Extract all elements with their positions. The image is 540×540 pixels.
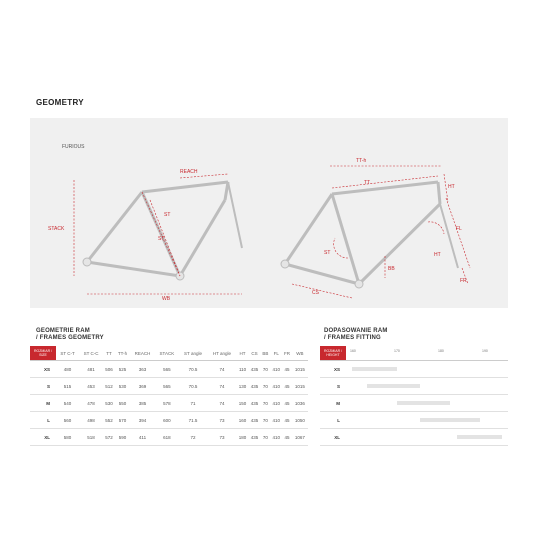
size-cell: S <box>30 378 56 395</box>
value-cell: 1050 <box>292 412 308 429</box>
fitting-range-bar <box>397 401 450 405</box>
left-dimension-lines <box>74 174 242 294</box>
fitting-range-cell <box>346 412 508 429</box>
tt-label: TT <box>364 180 371 186</box>
geometry-col-header: ST C-C <box>79 346 103 361</box>
value-cell: 45 <box>282 361 292 378</box>
fr-label: FR <box>460 278 467 284</box>
stack-label: STACK <box>48 226 65 232</box>
fitting-table <box>320 346 508 446</box>
right-frame-drawing <box>285 182 458 284</box>
value-cell: 110 <box>237 361 249 378</box>
table-row <box>320 361 508 378</box>
height-scale <box>346 346 508 361</box>
geometry-table-header <box>30 346 308 361</box>
size-cell: XL <box>320 429 346 446</box>
geometry-diagram-panel <box>30 118 508 308</box>
table-row <box>320 412 508 429</box>
value-cell: 363 <box>130 361 155 378</box>
value-cell: 435 <box>249 361 261 378</box>
value-cell: 498 <box>79 412 103 429</box>
value-cell: 74 <box>207 395 236 412</box>
value-cell: 478 <box>79 395 103 412</box>
height-tick: 180 <box>438 349 444 353</box>
table-row <box>320 378 508 395</box>
height-tick: 160 <box>350 349 356 353</box>
value-cell: 70.5 <box>179 361 208 378</box>
size-cell: XL <box>30 429 56 446</box>
fitting-table-header <box>320 346 508 361</box>
geometry-col-header: HT <box>237 346 249 361</box>
table-row <box>30 361 308 378</box>
value-cell: 560 <box>56 412 79 429</box>
value-cell: 410 <box>270 412 282 429</box>
value-cell: 45 <box>282 412 292 429</box>
fitting-range-bar <box>457 435 502 439</box>
value-cell: 435 <box>249 395 261 412</box>
right-rear-dropout <box>281 260 289 268</box>
value-cell: 71.5 <box>179 412 208 429</box>
geometry-table <box>30 346 308 446</box>
value-cell: 150 <box>237 395 249 412</box>
geometry-col-header: WB <box>292 346 308 361</box>
table-row <box>30 429 308 446</box>
value-cell: 435 <box>249 429 261 446</box>
value-cell: 70 <box>261 429 271 446</box>
fitting-heading-line2: / FRAMES FITTING <box>324 335 381 341</box>
value-cell: 410 <box>270 395 282 412</box>
height-header: ROZMIAR / HEIGHT <box>320 346 346 361</box>
geometry-col-header: ST C-T <box>56 346 79 361</box>
value-cell: 565 <box>155 361 179 378</box>
value-cell: 530 <box>103 395 115 412</box>
size-cell: L <box>30 412 56 429</box>
geometry-col-header: FR <box>282 346 292 361</box>
size-cell: XS <box>30 361 56 378</box>
page-title: GEOMETRY <box>36 98 84 107</box>
geometry-col-header: HT angle <box>207 346 236 361</box>
value-cell: 512 <box>103 378 115 395</box>
value-cell: 570 <box>115 412 130 429</box>
size-cell: M <box>30 395 56 412</box>
reach-label: REACH <box>180 169 198 175</box>
value-cell: 572 <box>103 429 115 446</box>
value-cell: 435 <box>249 412 261 429</box>
value-cell: 385 <box>130 395 155 412</box>
value-cell: 435 <box>249 378 261 395</box>
size-cell: M <box>320 395 346 412</box>
st-ct-label: ST <box>164 212 171 218</box>
value-cell: 160 <box>237 412 249 429</box>
height-tick: 170 <box>394 349 400 353</box>
ht-angle-label: HT <box>434 252 441 258</box>
value-cell: 410 <box>270 361 282 378</box>
geometry-col-header: BB <box>261 346 271 361</box>
value-cell: 410 <box>270 429 282 446</box>
value-cell: 369 <box>130 378 155 395</box>
geometry-col-header: TT-h <box>115 346 130 361</box>
value-cell: 45 <box>282 395 292 412</box>
value-cell: 540 <box>56 395 79 412</box>
fl-label: FL <box>456 226 462 232</box>
size-cell: XS <box>320 361 346 378</box>
geometry-col-header: STACK <box>155 346 179 361</box>
geometry-col-header: TT <box>103 346 115 361</box>
height-tick: 190 <box>482 349 488 353</box>
value-cell: 506 <box>103 361 115 378</box>
value-cell: 530 <box>115 378 130 395</box>
size-cell: L <box>320 412 346 429</box>
model-name: FURIOUS <box>62 144 85 150</box>
value-cell: 481 <box>79 361 103 378</box>
fitting-heading-line1: DOPASOWANIE RAM <box>324 328 388 334</box>
fitting-range-cell <box>346 361 508 378</box>
wb-label: WB <box>162 296 171 302</box>
value-cell: 70 <box>261 395 271 412</box>
value-cell: 552 <box>103 412 115 429</box>
fitting-range-bar <box>352 367 397 371</box>
value-cell: 565 <box>155 378 179 395</box>
bb-label: BB <box>388 266 395 272</box>
value-cell: 518 <box>79 429 103 446</box>
value-cell: 618 <box>155 429 179 446</box>
value-cell: 73 <box>207 429 236 446</box>
value-cell: 525 <box>115 361 130 378</box>
value-cell: 73 <box>207 412 236 429</box>
value-cell: 578 <box>155 395 179 412</box>
value-cell: 70.5 <box>179 378 208 395</box>
value-cell: 1015 <box>292 361 308 378</box>
value-cell: 1067 <box>292 429 308 446</box>
value-cell: 180 <box>237 429 249 446</box>
fitting-heading <box>324 328 388 342</box>
value-cell: 590 <box>115 429 130 446</box>
cs-label: CS <box>312 290 319 296</box>
geometry-col-header: REACH <box>130 346 155 361</box>
value-cell: 72 <box>179 429 208 446</box>
table-row <box>30 395 308 412</box>
value-cell: 550 <box>115 395 130 412</box>
table-row <box>30 412 308 429</box>
value-cell: 580 <box>56 429 79 446</box>
value-cell: 74 <box>207 361 236 378</box>
value-cell: 411 <box>130 429 155 446</box>
table-row <box>320 429 508 446</box>
ht-label: HT <box>448 184 455 190</box>
right-dimension-lines <box>292 166 470 298</box>
value-cell: 45 <box>282 429 292 446</box>
geometry-col-header: CS <box>249 346 261 361</box>
geometry-heading-line1: GEOMETRIE RAM <box>36 328 90 334</box>
value-cell: 45 <box>282 378 292 395</box>
st-angle-label: ST <box>324 250 331 256</box>
st-cc-label: ST <box>158 236 165 242</box>
value-cell: 600 <box>155 412 179 429</box>
right-bottom-bracket <box>355 280 363 288</box>
geometry-col-header: ST angle <box>179 346 208 361</box>
geometry-heading-line2: / FRAMES GEOMETRY <box>36 335 104 341</box>
value-cell: 453 <box>79 378 103 395</box>
value-cell: 70 <box>261 378 271 395</box>
left-frame-drawing <box>87 182 242 276</box>
size-cell: S <box>320 378 346 395</box>
table-row <box>30 378 308 395</box>
frame-diagrams <box>30 118 508 308</box>
value-cell: 71 <box>179 395 208 412</box>
value-cell: 130 <box>237 378 249 395</box>
value-cell: 480 <box>56 361 79 378</box>
value-cell: 1015 <box>292 378 308 395</box>
geometry-col-header: FL <box>270 346 282 361</box>
fitting-range-cell <box>346 429 508 446</box>
value-cell: 74 <box>207 378 236 395</box>
fitting-range-cell <box>346 395 508 412</box>
rear-dropout <box>83 258 91 266</box>
value-cell: 515 <box>56 378 79 395</box>
table-row <box>320 395 508 412</box>
size-header: ROZMIAR / SIZE <box>30 346 56 361</box>
value-cell: 70 <box>261 412 271 429</box>
tt-h-label: TT-h <box>356 158 367 164</box>
geometry-heading <box>36 328 104 342</box>
value-cell: 394 <box>130 412 155 429</box>
fitting-range-bar <box>420 418 480 422</box>
value-cell: 1036 <box>292 395 308 412</box>
value-cell: 70 <box>261 361 271 378</box>
fitting-range-bar <box>367 384 420 388</box>
fitting-range-cell <box>346 378 508 395</box>
value-cell: 410 <box>270 378 282 395</box>
